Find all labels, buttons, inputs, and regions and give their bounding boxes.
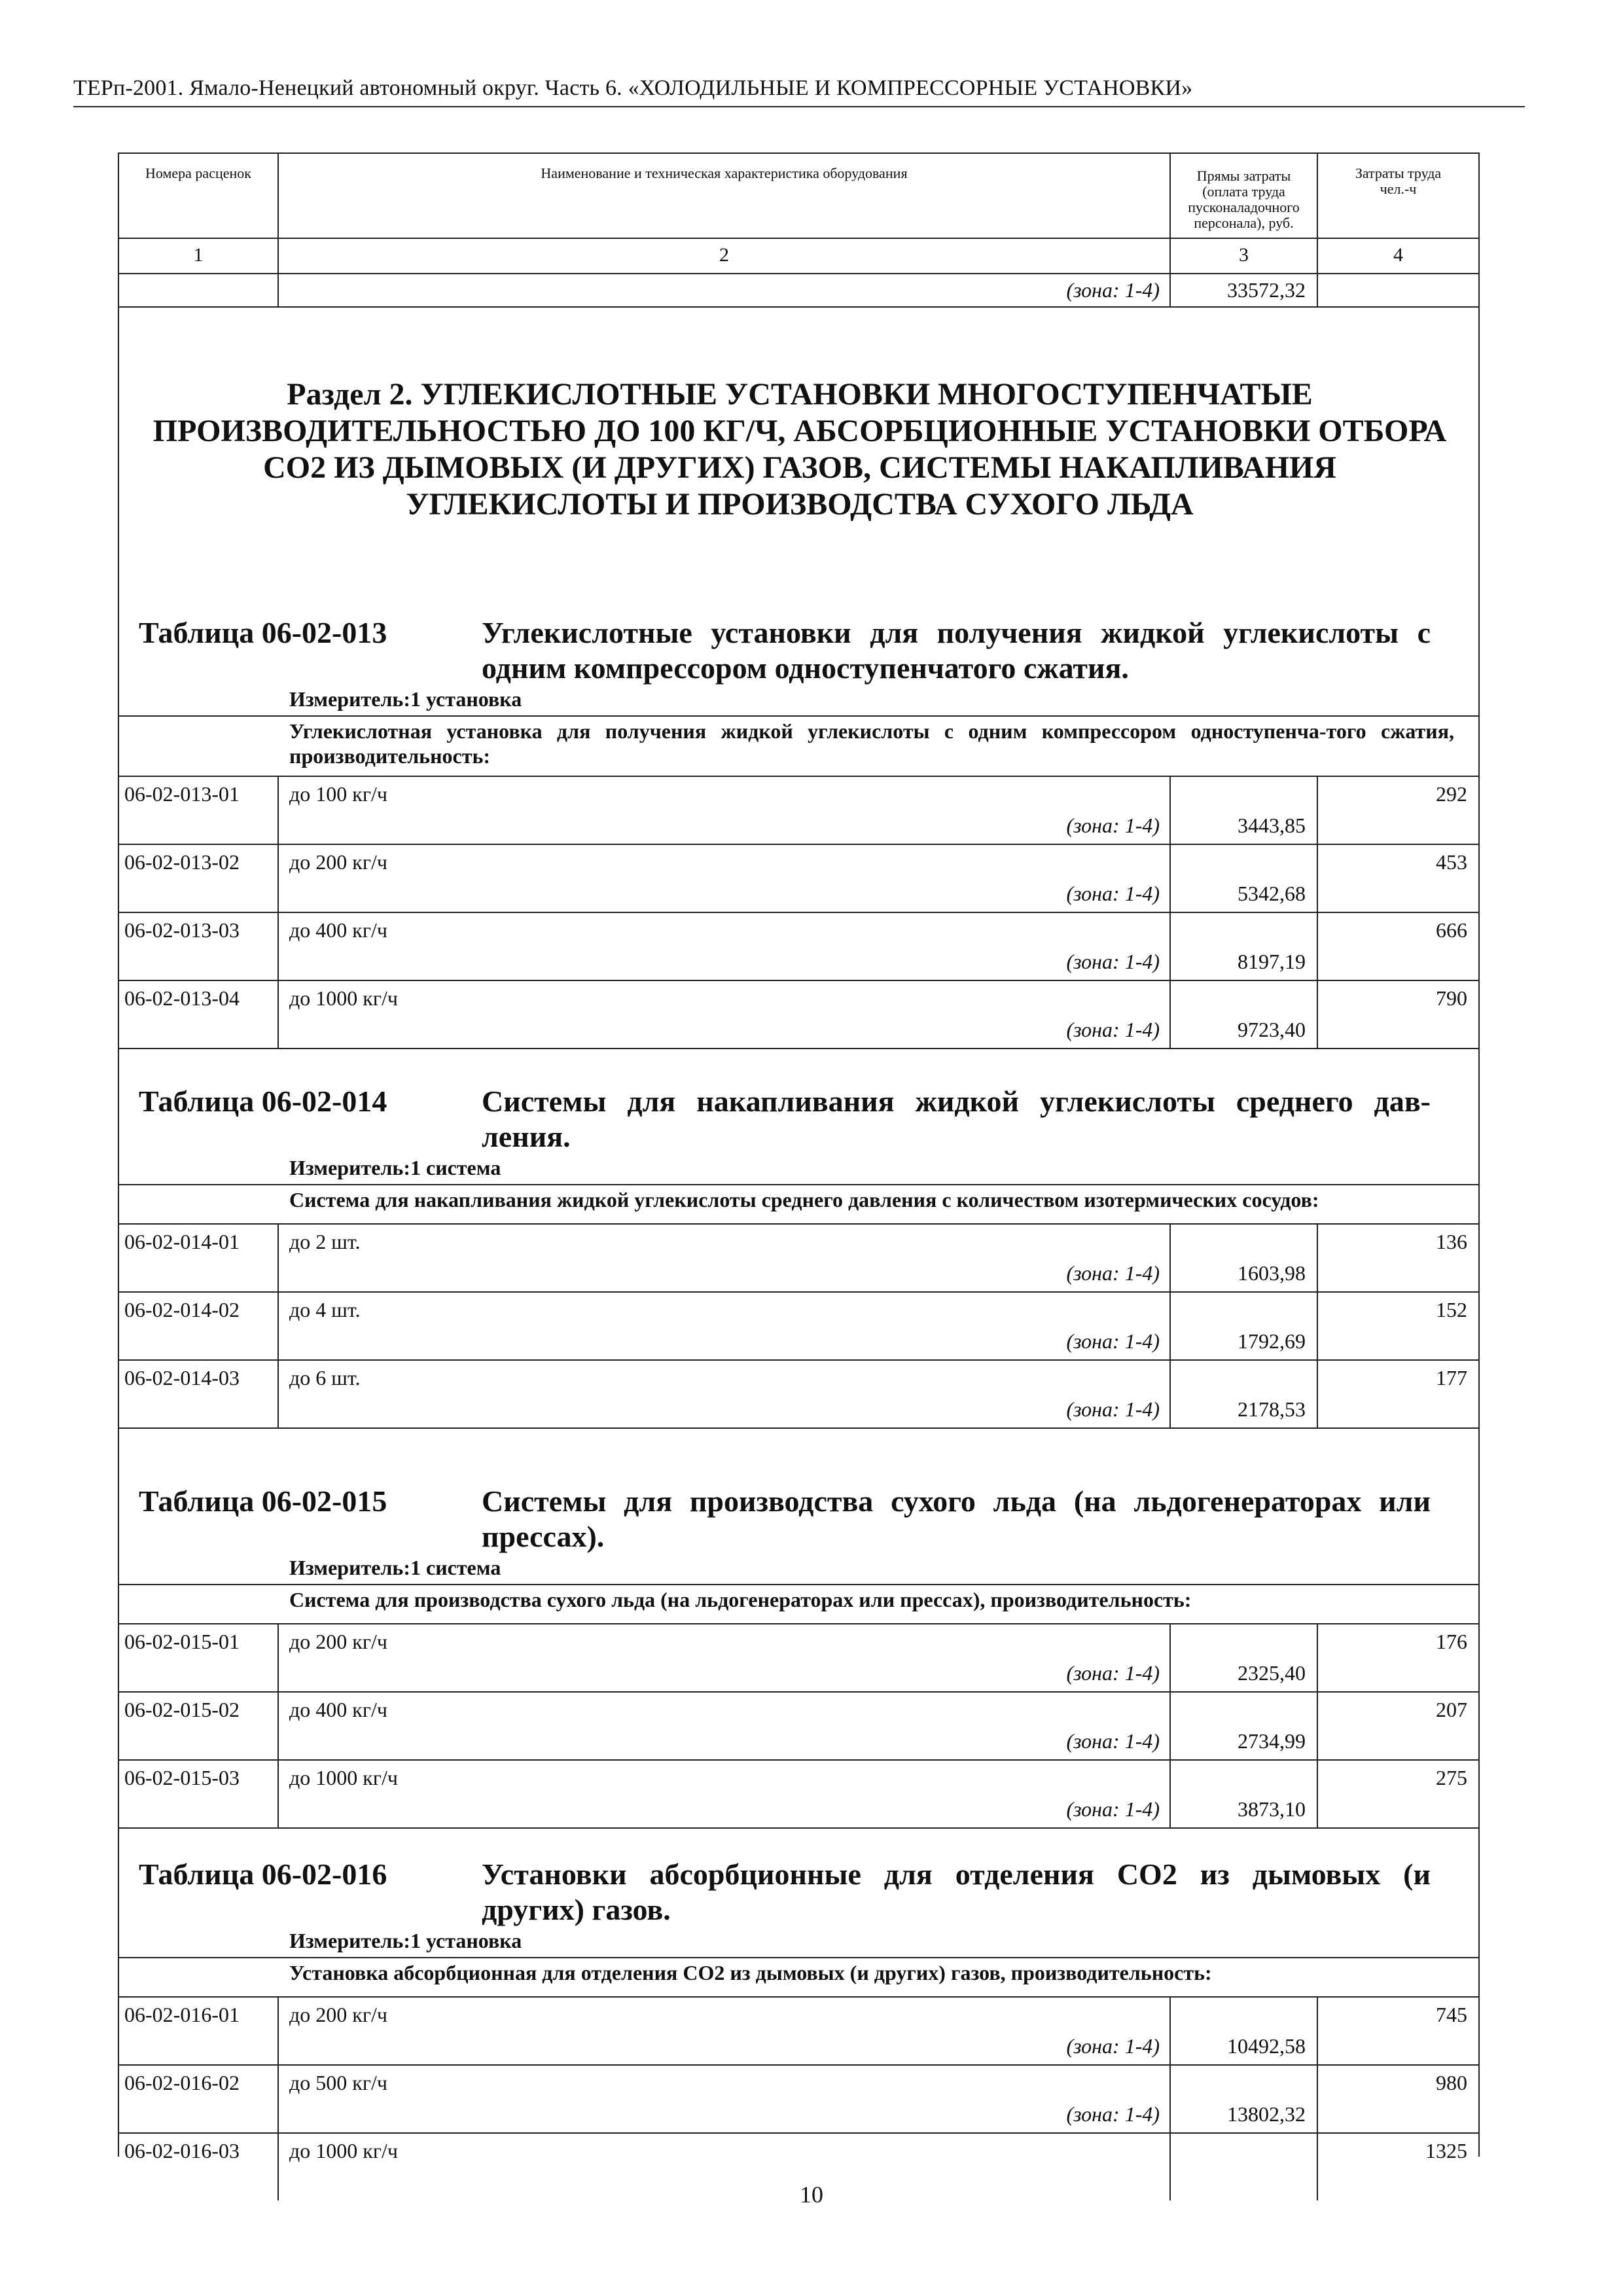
labor-hours: 980 [1436, 2071, 1467, 2094]
rate-description: до 400 кг/ч [289, 1698, 387, 1721]
row-rule [119, 1427, 1478, 1429]
column-header-name: Наименование и техническая характеристика оборудования [541, 165, 908, 181]
estimate-table [118, 152, 1480, 2162]
measure-unit: Измеритель:1 система [289, 1156, 501, 1179]
rate-code: 06-02-014-01 [124, 1230, 240, 1253]
rate-code: 06-02-015-02 [124, 1698, 240, 1721]
column-header-codes: Номера расценок [145, 165, 251, 181]
labor-hours: 176 [1436, 1630, 1467, 1653]
direct-cost: 8197,19 [1238, 950, 1306, 973]
column-number: 2 [719, 244, 729, 266]
row-rule [119, 1584, 1478, 1585]
group-description: Углекислотная установка для получения жидкой углекислоты с одним компрессором одноступенча-того сжатия, производительность: [289, 719, 1454, 768]
col-divider [277, 1996, 279, 2200]
page-number: 10 [800, 2181, 823, 2208]
row-rule [119, 1827, 1478, 1829]
group-description: Система для производства сухого льда (на льдогенераторах или прессах), производительность: [289, 1588, 1192, 1611]
zone-note: (зона: 1-4) [1066, 1018, 1160, 1041]
group-description: Система для накапливания жидкой углекислоты среднего давления с количеством изотермических сосудов: [289, 1188, 1319, 1211]
row-rule [119, 1223, 1478, 1225]
direct-cost: 3873,10 [1238, 1797, 1306, 1821]
rate-description: до 1000 кг/ч [289, 1766, 398, 1789]
rate-description: до 6 шт. [289, 1366, 361, 1390]
direct-cost: 2325,40 [1238, 1661, 1306, 1685]
direct-cost: 1792,69 [1238, 1329, 1306, 1353]
zone-note: (зона: 1-4) [1066, 2034, 1160, 2058]
labor-hours: 453 [1436, 850, 1467, 874]
rate-code: 06-02-014-03 [124, 1366, 240, 1390]
zone-note: (зона: 1-4) [1066, 1797, 1160, 1821]
direct-cost: 5342,68 [1238, 882, 1306, 905]
row-rule [119, 980, 1478, 981]
measure-unit: Измеритель:1 система [289, 1556, 501, 1579]
labor-hours: 292 [1436, 782, 1467, 806]
zone-note: (зона: 1-4) [1066, 814, 1160, 837]
header-rule [119, 273, 1478, 274]
table-label: Таблица 06-02-014 [139, 1085, 387, 1118]
rate-code: 06-02-015-03 [124, 1766, 240, 1789]
rate-description: до 500 кг/ч [289, 2071, 387, 2094]
row-rule [119, 2132, 1478, 2134]
zone-note: (зона: 1-4) [1066, 1329, 1160, 1353]
labor-hours: 152 [1436, 1298, 1467, 1321]
rate-description: до 2 шт. [289, 1230, 361, 1253]
rate-description: до 1000 кг/ч [289, 986, 398, 1010]
column-number: 4 [1393, 244, 1403, 266]
rate-description: до 100 кг/ч [289, 782, 387, 806]
rate-code: 06-02-013-04 [124, 986, 240, 1010]
row-rule [119, 1691, 1478, 1693]
table-label: Таблица 06-02-016 [139, 1857, 387, 1891]
zone-note: (зона: 1-4) [1066, 2102, 1160, 2126]
rate-description: до 400 кг/ч [289, 918, 387, 942]
direct-cost: 1603,98 [1238, 1261, 1306, 1285]
row-rule [119, 1996, 1478, 1998]
rate-code: 06-02-014-02 [124, 1298, 240, 1321]
column-number: 1 [193, 244, 204, 266]
row-rule [119, 1759, 1478, 1761]
table-name: Системы для накапливания жидкой углекислоты среднего дав-ления. [482, 1085, 1431, 1153]
direct-cost: 33572,32 [1227, 278, 1306, 302]
measure-unit: Измеритель:1 установка [289, 687, 522, 711]
direct-cost: 2178,53 [1238, 1397, 1306, 1421]
zone-note: (зона: 1-4) [1066, 1729, 1160, 1753]
direct-cost: 10492,58 [1227, 2034, 1306, 2058]
rate-description: до 200 кг/ч [289, 2003, 387, 2026]
row-rule [119, 1184, 1478, 1185]
labor-hours: 790 [1436, 986, 1467, 1010]
table-name: Углекислотные установки для получения жидкой углекислоты с одним компрессором одноступенчатого сжатия. [482, 616, 1431, 685]
row-rule [119, 2064, 1478, 2066]
labor-hours: 745 [1436, 2003, 1467, 2026]
row-rule [119, 1359, 1478, 1361]
labor-hours: 666 [1436, 918, 1467, 942]
zone-note: (зона: 1-4) [1066, 1661, 1160, 1685]
direct-cost: 2734,99 [1238, 1729, 1306, 1753]
row-rule [119, 1623, 1478, 1624]
rate-description: до 4 шт. [289, 1298, 361, 1321]
zone-note: (зона: 1-4) [1066, 882, 1160, 905]
labor-hours: 136 [1436, 1230, 1467, 1253]
row-rule [119, 1048, 1478, 1049]
rate-code: 06-02-016-03 [124, 2139, 240, 2162]
group-description: Установка абсорбционная для отделения СО2 из дымовых (и других) газов, производительность: [289, 1961, 1212, 1984]
table-name: Системы для производства сухого льда (на льдогенераторах или прессах). [482, 1484, 1431, 1553]
rate-code: 06-02-013-01 [124, 782, 240, 806]
row-rule [119, 715, 1478, 717]
rate-code: 06-02-016-02 [124, 2071, 240, 2094]
table-name: Установки абсорбционные для отделения СО2 из дымовых (и других) газов. [482, 1857, 1431, 1926]
labor-hours: 207 [1436, 1698, 1467, 1721]
rate-code: 06-02-013-03 [124, 918, 240, 942]
direct-cost: 3443,85 [1238, 814, 1306, 837]
zone-note: (зона: 1-4) [1066, 1261, 1160, 1285]
direct-cost: 9723,40 [1238, 1018, 1306, 1041]
labor-hours: 275 [1436, 1766, 1467, 1789]
row-rule [119, 306, 1478, 308]
rate-code: 06-02-015-01 [124, 1630, 240, 1653]
rate-code: 06-02-013-02 [124, 850, 240, 874]
labor-hours: 177 [1436, 1366, 1467, 1390]
row-rule [119, 1291, 1478, 1293]
col-divider [1169, 1996, 1171, 2200]
table-label: Таблица 06-02-015 [139, 1484, 387, 1518]
rate-code: 06-02-016-01 [124, 2003, 240, 2026]
page-header: ТЕРп-2001. Ямало-Ненецкий автономный округ. Часть 6. «ХОЛОДИЛЬНЫЕ И КОМПРЕССОРНЫЕ УСТАНОВКИ» [73, 76, 1193, 100]
column-header-labor: Затраты труда чел.-ч [1355, 165, 1442, 197]
header-rule [119, 238, 1478, 239]
section-title: Раздел 2. УГЛЕКИСЛОТНЫЕ УСТАНОВКИ МНОГОСТУПЕНЧАТЫЕ ПРОИЗВОДИТЕЛЬНОСТЬЮ ДО 100 КГ/Ч, АБСОРБЦИОННЫЕ УСТАНОВКИ ОТБОРА СО2 ИЗ ДЫМОВЫХ (И ДРУГИХ) ГАЗОВ, СИСТЕМЫ НАКАПЛИВАНИЯ УГЛЕКИСЛОТЫ И ПРОИЗВОДСТВА СУХОГО ЛЬДА [152, 377, 1447, 522]
header-rule [73, 106, 1525, 107]
row-rule [119, 776, 1478, 777]
rate-description: до 200 кг/ч [289, 850, 387, 874]
table-label: Таблица 06-02-013 [139, 616, 387, 649]
zone-note: (зона: 1-4) [1066, 950, 1160, 973]
row-rule [119, 912, 1478, 913]
row-rule [119, 844, 1478, 845]
rate-description: до 1000 кг/ч [289, 2139, 398, 2162]
rate-description: до 200 кг/ч [289, 1630, 387, 1653]
zone-note: (зона: 1-4) [1066, 278, 1160, 302]
labor-hours: 1325 [1425, 2139, 1467, 2162]
direct-cost: 13802,32 [1227, 2102, 1306, 2126]
measure-unit: Измеритель:1 установка [289, 1929, 522, 1952]
column-number: 3 [1239, 244, 1249, 266]
zone-note: (зона: 1-4) [1066, 1397, 1160, 1421]
column-header-cost: Прямы затраты (оплата труда пусконаладочного персонала), руб. [1188, 168, 1300, 231]
row-rule [119, 1957, 1478, 1958]
